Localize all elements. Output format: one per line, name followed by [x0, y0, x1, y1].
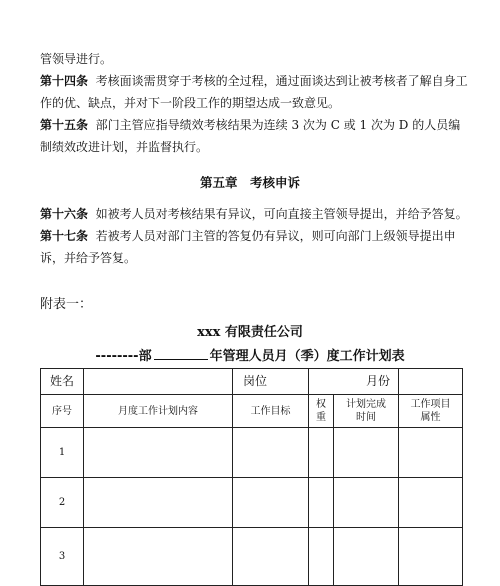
month-label: 月份 [309, 369, 399, 395]
company-name: xxx 有限责任公司 [197, 325, 303, 340]
header-row [41, 395, 463, 428]
article-text: 部门主管应指导绩效考核结果为连续 3 次为 C 或 1 次为 D 的人员编制绩效改进计划，并监督执行。 [40, 118, 461, 154]
goal-cell[interactable] [233, 428, 309, 478]
position-label: 岗位 [233, 369, 309, 395]
deadline-cell[interactable] [334, 528, 399, 586]
article-15 [40, 114, 470, 158]
weight-cell[interactable] [309, 428, 334, 478]
table-row [41, 478, 463, 528]
form-title-suffix: 年管理人员月（季）度工作计划表 [209, 349, 405, 364]
header-seq: 序号 [41, 395, 84, 428]
content-cell[interactable] [84, 478, 233, 528]
table-row [41, 428, 463, 478]
appendix-label: 附表一： [40, 297, 93, 312]
form-title [0, 345, 500, 364]
weight-cell[interactable] [309, 478, 334, 528]
attr-cell[interactable] [399, 478, 463, 528]
header-weight: 权重 [309, 395, 334, 428]
row-number: 3 [41, 528, 84, 586]
article-16 [40, 203, 470, 225]
form-title-prefix: --------部 [95, 349, 152, 364]
row-number: 2 [41, 478, 84, 528]
article-label: 第十七条 [40, 229, 89, 243]
table-row [41, 528, 463, 586]
name-value-cell[interactable] [84, 369, 233, 395]
content-cell[interactable] [84, 528, 233, 586]
paragraph-continuation [40, 48, 470, 70]
row-number: 1 [41, 428, 84, 478]
header-attr: 工作项目属性 [399, 395, 463, 428]
article-14 [40, 70, 470, 114]
article-label: 第十四条 [40, 74, 89, 88]
attr-cell[interactable] [399, 528, 463, 586]
deadline-cell[interactable] [334, 428, 399, 478]
month-value-cell[interactable] [399, 369, 463, 395]
name-label: 姓名 [41, 369, 84, 395]
article-label: 第十五条 [40, 118, 89, 132]
header-content: 月度工作计划内容 [84, 395, 233, 428]
work-plan-table [40, 368, 463, 586]
blank-underline [154, 347, 208, 360]
article-label: 第十六条 [40, 207, 89, 221]
deadline-cell[interactable] [334, 478, 399, 528]
goal-cell[interactable] [233, 528, 309, 586]
article-text: 如被考人员对考核结果有异议，可向直接主管领导提出，并给予答复。 [95, 207, 468, 221]
weight-cell[interactable] [309, 528, 334, 586]
article-text: 考核面谈需贯穿于考核的全过程，通过面谈达到让被考核者了解自身工作的优、缺点，并对下一阶段工作的期望达成一致意见。 [40, 74, 468, 110]
content-cell[interactable] [84, 428, 233, 478]
attr-cell[interactable] [399, 428, 463, 478]
header-goal: 工作目标 [233, 395, 309, 428]
header-deadline: 计划完成时间 [334, 395, 399, 428]
goal-cell[interactable] [233, 478, 309, 528]
info-row [41, 369, 463, 395]
article-text: 若被考人员对部门主管的答复仍有异议，则可向部门上级领导提出申诉，并给予答复。 [40, 229, 456, 265]
paragraph-text: 管领导进行。 [40, 52, 113, 66]
article-17 [40, 225, 470, 269]
chapter-heading: 第五章 考核申诉 [199, 175, 300, 190]
